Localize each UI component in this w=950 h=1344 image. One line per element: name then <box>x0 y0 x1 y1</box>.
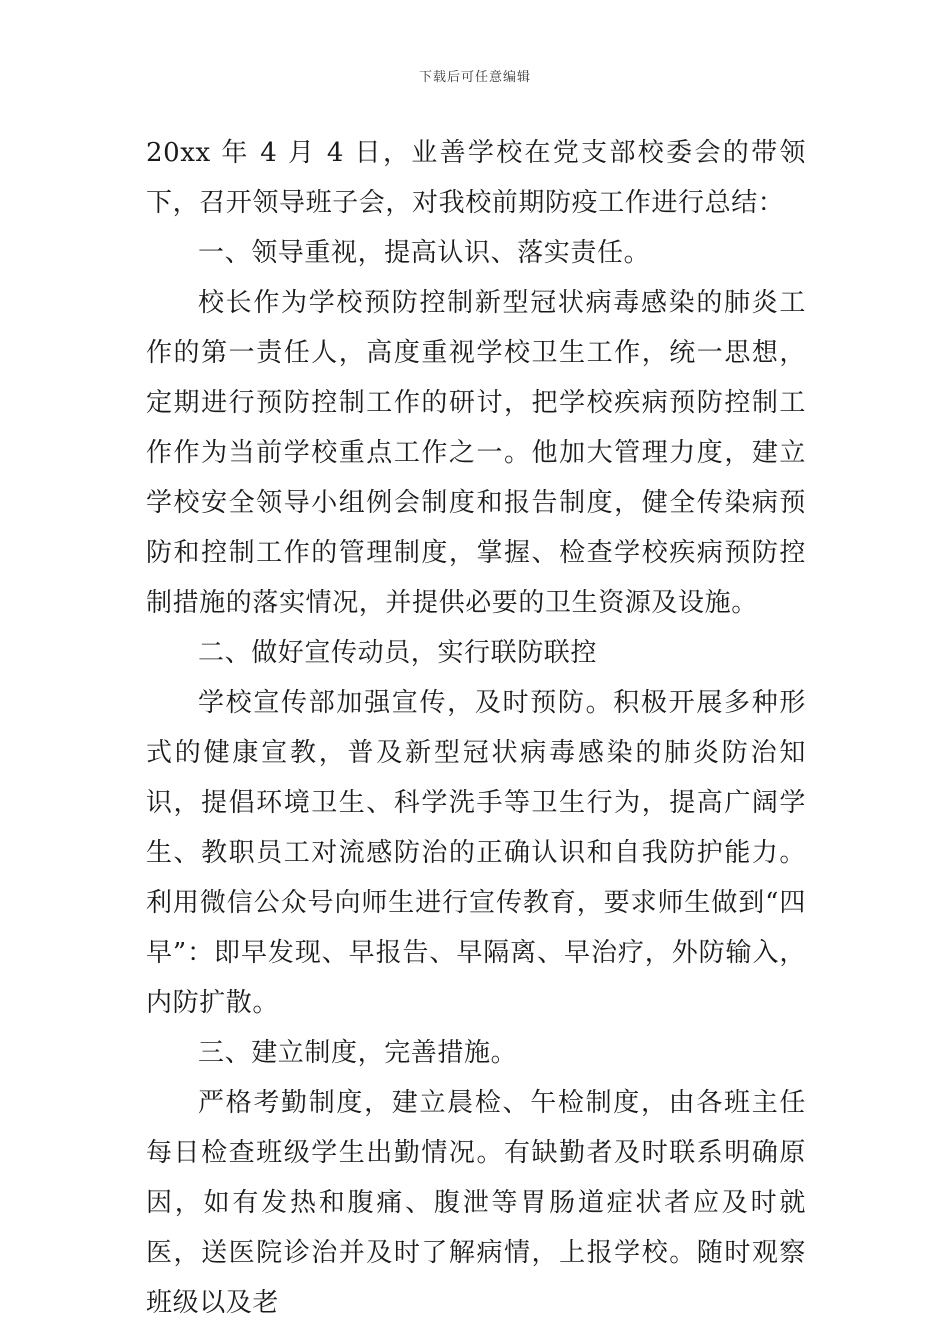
paragraph-section-3: 严格考勤制度，建立晨检、午检制度，由各班主任每日检查班级学生出勤情况。有缺勤者及时联系明确原因，如有发热和腹痛、腹泄等胃肠道症状者应及时就医，送医院诊治并及时了解病情，上报学校。随时观察班级以及老 <box>146 1088 806 1318</box>
section-heading-1: 一、领导重视，提高认识、落实责任。 <box>198 238 651 268</box>
section-heading-2: 二、做好宣传动员，实行联防联控 <box>198 638 598 668</box>
header-note: 下载后可任意编辑 <box>418 70 531 85</box>
document-body <box>146 128 806 1328</box>
paragraph-intro: 20xx 年 4 月 4 日，业善学校在党支部校委会的带领下，召开领导班子会，对我校前期防疫工作进行总结： <box>146 138 806 218</box>
section-heading-3: 三、建立制度，完善措施。 <box>198 1038 518 1068</box>
paragraph-section-2: 学校宣传部加强宣传，及时预防。积极开展多种形式的健康宣教，普及新型冠状病毒感染的肺炎防治知识，提倡环境卫生、科学洗手等卫生行为，提高广阔学生、教职员工对流感防治的正确认识和自我防护能力。利用微信公众号向师生进行宣传教育，要求师生做到“四早”：即早发现、早报告、早隔离、早治疗，外防输入，内防扩散。 <box>146 688 806 1018</box>
paragraph-section-1: 校长作为学校预防控制新型冠状病毒感染的肺炎工作的第一责任人，高度重视学校卫生工作，统一思想，定期进行预防控制工作的研讨，把学校疾病预防控制工作作为当前学校重点工作之一。他加大管理力度，建立学校安全领导小组例会制度和报告制度，健全传染病预防和控制工作的管理制度，掌握、检查学校疾病预防控制措施的落实情况，并提供必要的卫生资源及设施。 <box>146 288 806 618</box>
